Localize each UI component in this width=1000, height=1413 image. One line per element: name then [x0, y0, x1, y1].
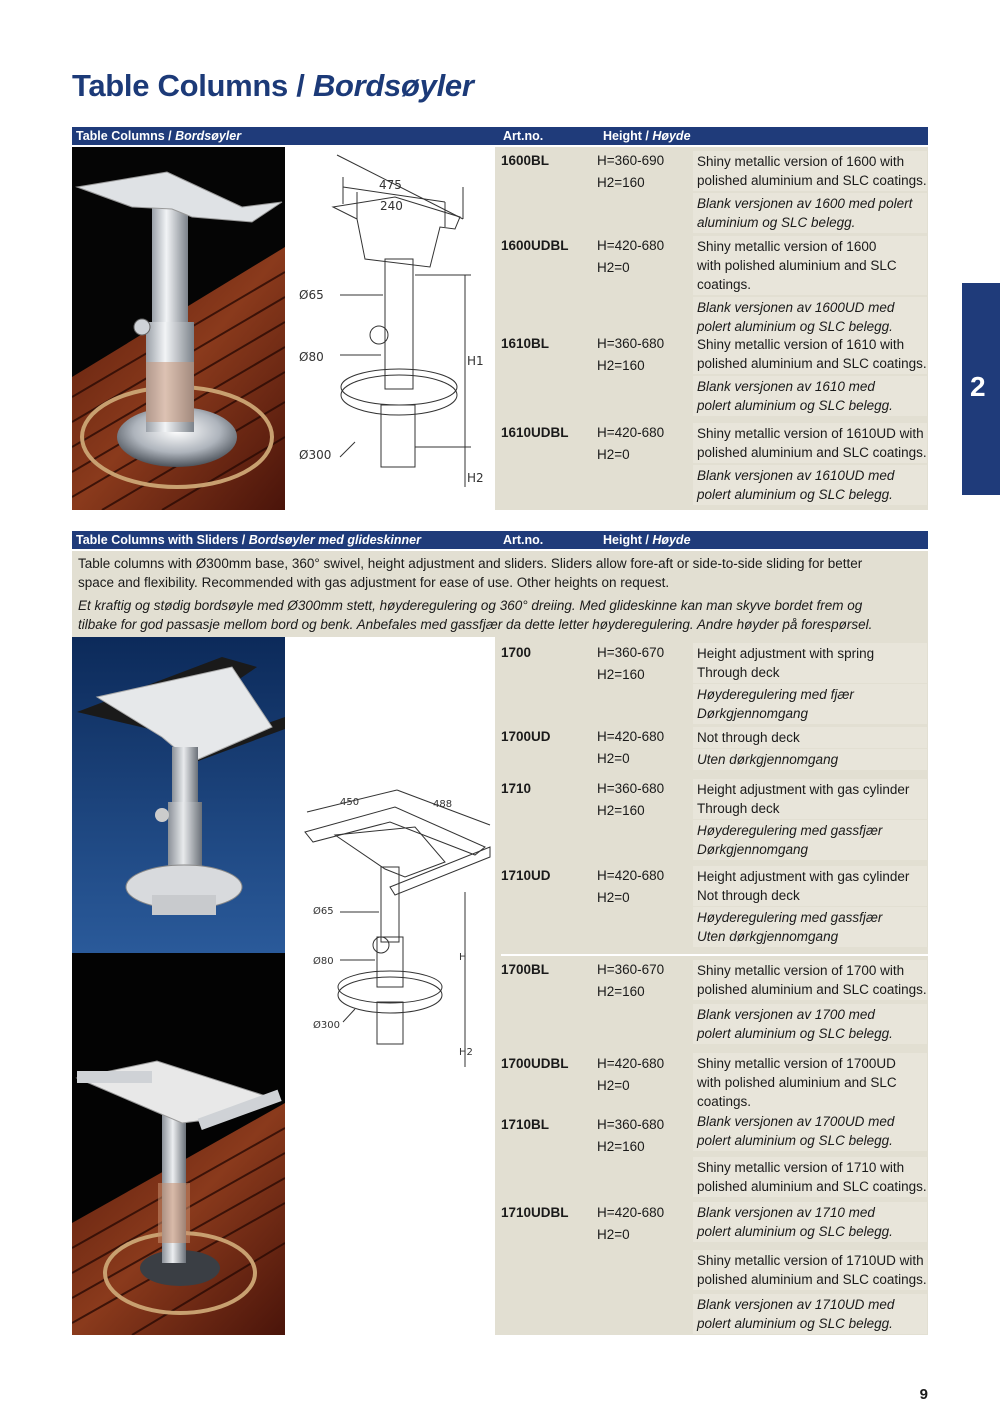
article-number: 1710	[501, 781, 532, 796]
article-number: 1700UD	[501, 729, 551, 744]
dim-h2-2: H2	[459, 1047, 473, 1058]
section1-col-height	[603, 129, 691, 143]
article-number: 1710UDBL	[501, 1205, 569, 1220]
description-en-line: coatings.	[697, 1094, 752, 1109]
height-range: H=360-690	[597, 153, 665, 168]
chapter-number: 2	[970, 371, 986, 402]
section1-photo	[72, 147, 285, 510]
article-number: 1610UDBL	[501, 425, 569, 440]
slider-column-photo	[72, 637, 285, 953]
dim-d300: Ø300	[299, 448, 332, 462]
description-no-line: Blank versjonen av 1710 med	[697, 1205, 875, 1220]
section1-col-height-italic: Høyde	[652, 129, 691, 143]
description-en	[693, 779, 927, 819]
dim-d80: Ø80	[299, 350, 324, 364]
description-en	[693, 334, 927, 374]
description-en	[693, 727, 927, 748]
description-no-line: Blank versjonen av 1700 med	[697, 1007, 875, 1022]
section2-col-height	[603, 533, 691, 547]
height-h2: H2=160	[597, 1139, 645, 1154]
description-en-line: Shiny metallic version of 1710 with	[697, 1160, 905, 1175]
description-en-line: Through deck	[697, 801, 780, 816]
height-range: H=420-680	[597, 1056, 665, 1071]
section1-header	[72, 127, 928, 145]
technical-drawing	[285, 147, 495, 510]
description-en-line: polished aluminium and SLC coatings.	[697, 982, 927, 997]
dim-h1: H1	[467, 354, 484, 368]
section1-header-title	[76, 129, 241, 143]
description-en	[693, 866, 927, 906]
description-no	[693, 749, 927, 770]
description-no-line: Dørkgjennomgang	[697, 706, 809, 721]
height-range: H=360-680	[597, 781, 665, 796]
height-range: H=360-670	[597, 645, 665, 660]
description-no-line: polert aluminium og SLC belegg.	[697, 1224, 893, 1239]
slider-technical-drawing	[285, 637, 495, 1335]
article-number: 1700	[501, 645, 532, 660]
article-number: 1710UD	[501, 868, 551, 883]
table-column-photo	[72, 147, 285, 510]
section2-col-height-main: Height /	[603, 533, 653, 547]
height-h2: H2=160	[597, 984, 645, 999]
description-no-line: Høyderegulering med gassfjær	[697, 910, 883, 925]
height-range: H=360-670	[597, 962, 665, 977]
article-number: 1700UDBL	[501, 1056, 569, 1071]
section2-intro	[72, 551, 928, 638]
dim-d65: Ø65	[299, 288, 324, 302]
description-no	[693, 820, 927, 860]
description-en-line: polished aluminium and SLC coatings.	[697, 173, 927, 188]
description-en-line: Shiny metallic version of 1610UD with	[697, 426, 924, 441]
height-range: H=420-680	[597, 1205, 665, 1220]
description-no-line: polert aluminium og SLC belegg.	[697, 1133, 893, 1148]
description-no	[693, 465, 927, 505]
height-h2: H2=0	[597, 447, 630, 462]
chapter-tab	[962, 283, 1000, 495]
description-en	[693, 1250, 927, 1290]
description-en-line: Height adjustment with gas cylinder	[697, 782, 910, 797]
group-divider	[501, 954, 928, 956]
section1-col-height-main: Height /	[603, 129, 653, 143]
description-no-line: polert aluminium og SLC belegg.	[697, 1316, 893, 1331]
section2-photo-bottom	[72, 953, 285, 1335]
section2-header-italic: Bordsøyler med glideskinner	[248, 533, 421, 547]
description-en-line: Shiny metallic version of 1600	[697, 239, 877, 254]
page-number: 9	[919, 1386, 928, 1403]
article-number: 1710BL	[501, 1117, 550, 1132]
description-en-line: Shiny metallic version of 1710UD with	[697, 1253, 924, 1268]
section1-col-art: Art.no.	[503, 129, 544, 143]
article-number: 1610BL	[501, 336, 550, 351]
description-no	[693, 684, 927, 724]
description-en-line: Through deck	[697, 665, 780, 680]
description-en-line: with polished aluminium and SLC	[697, 1075, 897, 1090]
section2-header-main: Table Columns with Sliders /	[76, 533, 249, 547]
description-en-line: Shiny metallic version of 1700 with	[697, 963, 905, 978]
description-no	[693, 1202, 927, 1242]
description-no-line: Blank versjonen av 1610 med	[697, 379, 875, 394]
height-h2: H2=160	[597, 803, 645, 818]
description-en	[693, 960, 927, 1000]
description-en	[693, 643, 927, 683]
description-no	[693, 193, 927, 233]
description-en-line: polished aluminium and SLC coatings.	[697, 1272, 927, 1287]
description-en-line: Shiny metallic version of 1600 with	[697, 154, 905, 169]
height-h2: H2=160	[597, 358, 645, 373]
intro-en-line-1: Table columns with Ø300mm base, 360° swivel, height adjustment and sliders. Sliders allow fore-aft or side-to-side sliding for better	[78, 556, 863, 571]
section1-diagram	[285, 147, 495, 510]
section2-diagram	[285, 637, 495, 1335]
description-no	[693, 297, 927, 337]
height-range: H=420-680	[597, 729, 665, 744]
description-no-line: Uten dørkgjennomgang	[697, 929, 839, 944]
height-h2: H2=160	[597, 175, 645, 190]
dim-width-1: 475	[379, 178, 402, 192]
description-en-line: coatings.	[697, 277, 752, 292]
description-en-line: Shiny metallic version of 1610 with	[697, 337, 905, 352]
description-no-line: polert aluminium og SLC belegg.	[697, 1026, 893, 1041]
description-no-line: polert aluminium og SLC belegg.	[697, 487, 893, 502]
description-en-line: with polished aluminium and SLC	[697, 258, 897, 273]
description-en-line: Not through deck	[697, 730, 800, 745]
description-no-line: Dørkgjennomgang	[697, 842, 809, 857]
description-en-line: Height adjustment with gas cylinder	[697, 869, 910, 884]
height-h2: H2=0	[597, 1227, 630, 1242]
description-no	[693, 1111, 927, 1151]
height-h2: H2=0	[597, 751, 630, 766]
description-no-line: Blank versjonen av 1600 med polert	[697, 196, 913, 211]
description-no	[693, 376, 927, 416]
section1-header-italic: Bordsøyler	[175, 129, 242, 143]
article-number: 1600BL	[501, 153, 550, 168]
intro-no-line-1: Et kraftig og stødig bordsøyle med Ø300mm stett, høyderegulering og 360° dreiing. Med glideskinne kan man skyve bordet frem og	[78, 598, 863, 613]
description-en-line: Height adjustment with spring	[697, 646, 875, 661]
description-en-line: polished aluminium and SLC coatings.	[697, 1179, 927, 1194]
dim-d80-2: Ø80	[313, 956, 334, 967]
slider-column-deck-photo	[72, 953, 285, 1335]
description-en	[693, 236, 927, 295]
description-no-line: Blank versjonen av 1600UD med	[697, 300, 895, 315]
dim-h2: H2	[467, 471, 484, 485]
dim-d65-2: Ø65	[313, 906, 334, 917]
section1-header-main: Table Columns /	[76, 129, 176, 143]
description-no	[693, 907, 927, 947]
height-range: H=360-680	[597, 336, 665, 351]
page-title-italic: Bordsøyler	[312, 68, 474, 103]
height-range: H=420-680	[597, 238, 665, 253]
description-no	[693, 1004, 927, 1044]
description-no-line: Blank versjonen av 1700UD med	[697, 1114, 895, 1129]
dim-h: H	[459, 952, 467, 963]
height-h2: H2=0	[597, 1078, 630, 1093]
description-no	[693, 1294, 927, 1334]
dim-d300-2: Ø300	[313, 1020, 340, 1031]
description-en	[693, 151, 927, 191]
height-range: H=360-680	[597, 1117, 665, 1132]
dim-width-488: 488	[433, 799, 453, 810]
dim-width-2: 240	[380, 199, 403, 213]
section2-header-title	[76, 533, 421, 547]
article-number: 1600UDBL	[501, 238, 569, 253]
description-no-line: polert aluminium og SLC belegg.	[697, 398, 893, 413]
section2-photo-top	[72, 637, 285, 953]
description-no-line: Uten dørkgjennomgang	[697, 752, 839, 767]
description-no-line: Høyderegulering med fjær	[697, 687, 854, 702]
description-en	[693, 423, 927, 463]
height-h2: H2=0	[597, 890, 630, 905]
intro-no-line-2: tilbake for god passasje mellom bord og benk. Anbefales med gassfjær da dette letter høyderegulering. Andre høyder på forespørsel.	[78, 617, 873, 632]
dim-width-450: 450	[340, 797, 360, 808]
description-en	[693, 1053, 927, 1112]
page-title	[72, 68, 474, 104]
description-no-line: Blank versjonen av 1610UD med	[697, 468, 895, 483]
description-no-line: Høyderegulering med gassfjær	[697, 823, 883, 838]
section2-header	[72, 531, 928, 549]
description-en-line: Not through deck	[697, 888, 800, 903]
height-range: H=420-680	[597, 425, 665, 440]
description-no-line: polert aluminium og SLC belegg.	[697, 319, 893, 334]
section2-col-height-italic: Høyde	[652, 533, 691, 547]
description-no-line: aluminium og SLC belegg.	[697, 215, 856, 230]
description-en-line: polished aluminium and SLC coatings.	[697, 445, 927, 460]
description-en-line: Shiny metallic version of 1700UD	[697, 1056, 896, 1071]
description-no-line: Blank versjonen av 1710UD med	[697, 1297, 895, 1312]
section2-col-art: Art.no.	[503, 533, 544, 547]
height-h2: H2=160	[597, 667, 645, 682]
height-h2: H2=0	[597, 260, 630, 275]
page-title-main: Table Columns /	[72, 68, 313, 103]
height-range: H=420-680	[597, 868, 665, 883]
article-number: 1700BL	[501, 962, 550, 977]
intro-en-line-2: space and flexibility. Recommended with gas adjustment for ease of use. Other heights on request.	[78, 575, 670, 590]
description-en-line: polished aluminium and SLC coatings.	[697, 356, 927, 371]
description-en	[693, 1157, 927, 1197]
